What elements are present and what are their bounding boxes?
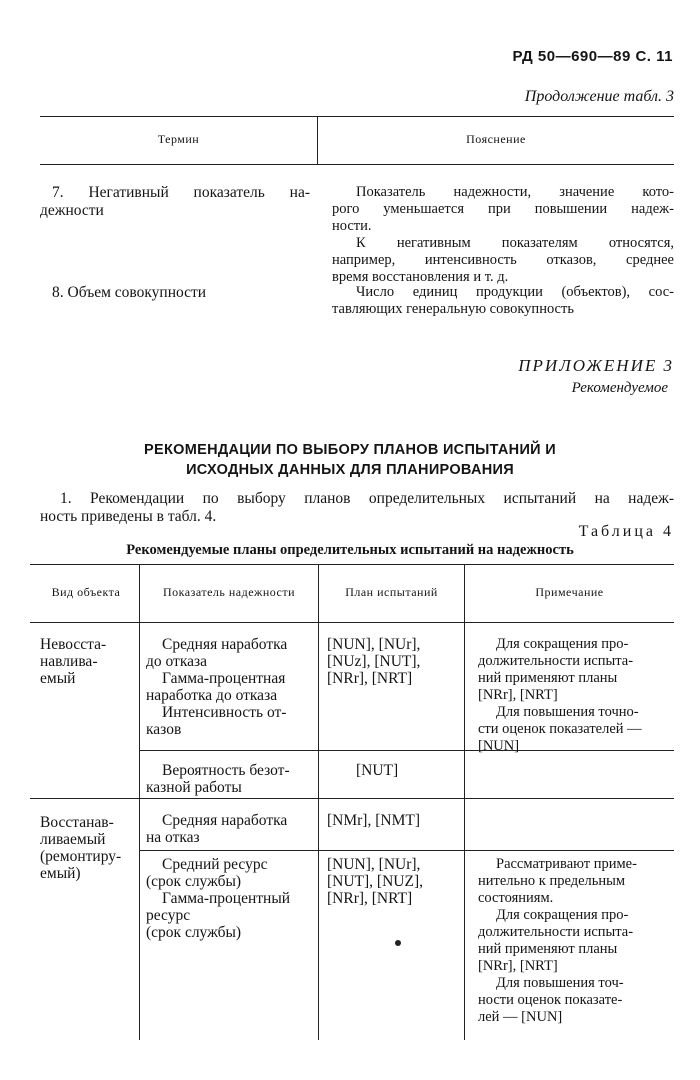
- plan-line: [NUT]: [356, 762, 399, 779]
- note-line: ности оценок показате-: [478, 992, 623, 1008]
- plan-line: [NUT], [NUZ],: [327, 873, 423, 890]
- indicator-mean-time-between-failures: [146, 812, 312, 846]
- column-header-indicator: Показатель надежности: [162, 585, 296, 599]
- note-line: [NRr], [NRT]: [478, 687, 558, 703]
- indicator-reliability-probability: [146, 762, 312, 796]
- explanation-8: [332, 284, 674, 318]
- object-line: емый): [40, 865, 81, 882]
- term-7-line1: 7. Негативный показатель на-: [52, 184, 310, 201]
- explanation-7-line3: ности.: [332, 218, 372, 234]
- explanation-8-line2: тавляющих генеральную совокупность: [332, 301, 574, 317]
- plans-reliability-probability: [356, 762, 398, 779]
- table-4-header-rule: [30, 622, 674, 623]
- indicator-line: (срок службы): [146, 873, 242, 890]
- note-line: состояниям.: [478, 890, 554, 906]
- indicator-line: Средняя наработка: [162, 812, 288, 829]
- plan-line: [NRr], [NRT]: [327, 890, 413, 907]
- explanation-7-line5: например, интенсивность отказов, среднее: [332, 252, 674, 268]
- indicator-mean-resource: [146, 856, 312, 941]
- explanation-7-line1: Показатель надежности, значение кото-: [356, 184, 674, 200]
- indicator-line: Гамма-процентный: [162, 890, 291, 907]
- column-header-term: Термин: [157, 132, 200, 146]
- column-header-note: Примечание: [535, 585, 604, 599]
- appendix-label: ПРИЛОЖЕНИЕ 3: [518, 356, 674, 375]
- object-line: Восстанав-: [40, 814, 114, 831]
- table-top-rule: [40, 116, 674, 117]
- note-nonrestorable: [478, 636, 674, 755]
- explanation-7-line4: К негативным показателям относятся,: [356, 235, 674, 251]
- plan-line: [NUN], [NUr],: [327, 856, 421, 873]
- note-line: [NRr], [NRT]: [478, 958, 558, 974]
- appendix-status: Рекомендуемое: [571, 380, 668, 396]
- plan-line: [NUN], [NUr],: [327, 636, 421, 653]
- note-line: Для повышения точно-: [496, 704, 639, 720]
- indicator-line: (срок службы): [146, 924, 242, 941]
- note-line: должительности испыта-: [478, 653, 634, 669]
- plans-resource: [327, 856, 423, 907]
- object-type-nonrestorable: [40, 636, 106, 687]
- plan-line: [NRr], [NRT]: [327, 670, 413, 687]
- note-line: Для сокращения про-: [496, 907, 629, 923]
- indicator-line: наработка до отказа: [146, 687, 278, 704]
- explanation-7: [332, 184, 674, 286]
- indicator-line: на отказ: [146, 829, 200, 846]
- indicator-line: казной работы: [146, 779, 242, 796]
- column-divider-1: [139, 564, 140, 1040]
- column-header-object: Вид объекта: [51, 585, 121, 599]
- column-header-plan: План испытаний: [345, 585, 438, 599]
- explanation-7-line2: рого уменьшается при повышении надеж-: [332, 201, 674, 217]
- note-line: ний применяют планы: [478, 670, 618, 686]
- paragraph-line2: ность приведены в табл. 4.: [40, 508, 217, 525]
- header-bottom-rule: [40, 164, 674, 165]
- row-rule: [140, 750, 674, 751]
- note-line: Для повышения точ-: [496, 975, 624, 991]
- indicator-line: до отказа: [146, 653, 208, 670]
- indicator-line: Вероятность безот-: [162, 762, 290, 779]
- explanation-7-line6: время восстановления и т. д.: [332, 269, 509, 285]
- term-7-line2: дежности: [40, 202, 104, 219]
- indicator-line: Гамма-процентная: [162, 670, 286, 687]
- term-8: 8. Объем совокупности: [52, 284, 207, 301]
- row-rule: [140, 850, 674, 851]
- column-header-explanation: Пояснение: [466, 132, 526, 146]
- indicator-line: ресурс: [146, 907, 191, 924]
- indicator-line: Интенсивность от-: [162, 704, 287, 721]
- appendix-title-line2: ИСХОДНЫХ ДАННЫХ ДЛЯ ПЛАНИРОВАНИЯ: [186, 462, 514, 478]
- note-restorable: [478, 856, 674, 1026]
- indicator-mean-time-to-failure: [146, 636, 312, 738]
- object-line: Невосста-: [40, 636, 107, 653]
- indicator-line: Средний ресурс: [162, 856, 268, 873]
- column-divider-3: [464, 564, 465, 1040]
- explanation-8-line1: Число единиц продукции (объектов), сос-: [356, 284, 674, 300]
- note-line: Рассматривают приме-: [496, 856, 637, 872]
- object-type-restorable: [40, 814, 121, 882]
- note-line: ний применяют планы: [478, 941, 618, 957]
- ink-dot: [395, 940, 401, 946]
- plans-mtbf: [327, 812, 420, 829]
- table-4-top-rule: [30, 564, 674, 565]
- page-reference: РД 50—690—89 С. 11: [512, 48, 673, 65]
- column-divider-2: [318, 564, 319, 1040]
- plan-line: [NMr], [NMT]: [327, 812, 420, 829]
- appendix-title-line1: РЕКОМЕНДАЦИИ ПО ВЫБОРУ ПЛАНОВ ИСПЫТАНИЙ И: [144, 442, 556, 458]
- indicator-line: казов: [146, 721, 182, 738]
- table-4-caption: Рекомендуемые планы определительных испытаний на надежность: [126, 542, 574, 558]
- indicator-line: Средняя наработка: [162, 636, 288, 653]
- note-line: Для сокращения про-: [496, 636, 629, 652]
- paragraph-line1: 1. Рекомендации по выбору планов определительных испытаний на надеж-: [60, 490, 674, 507]
- plan-line: [NUz], [NUT],: [327, 653, 421, 670]
- appendix-paragraph: [40, 490, 674, 526]
- table-4-number: Таблица 4: [578, 523, 674, 540]
- object-line: ливаемый: [40, 831, 106, 848]
- note-line: [NUN]: [478, 738, 520, 754]
- object-line: емый: [40, 670, 76, 687]
- plans-nonrestorable: [327, 636, 420, 687]
- note-line: нительно к предельным: [478, 873, 626, 889]
- note-line: сти оценок показателей —: [478, 721, 642, 737]
- table-continuation-label: Продолжение табл. 3: [524, 88, 674, 105]
- note-line: лей — [NUN]: [478, 1009, 563, 1025]
- object-line: навлива-: [40, 653, 98, 670]
- object-line: (ремонтиру-: [40, 848, 122, 865]
- note-line: должительности испыта-: [478, 924, 634, 940]
- group-rule: [30, 798, 674, 799]
